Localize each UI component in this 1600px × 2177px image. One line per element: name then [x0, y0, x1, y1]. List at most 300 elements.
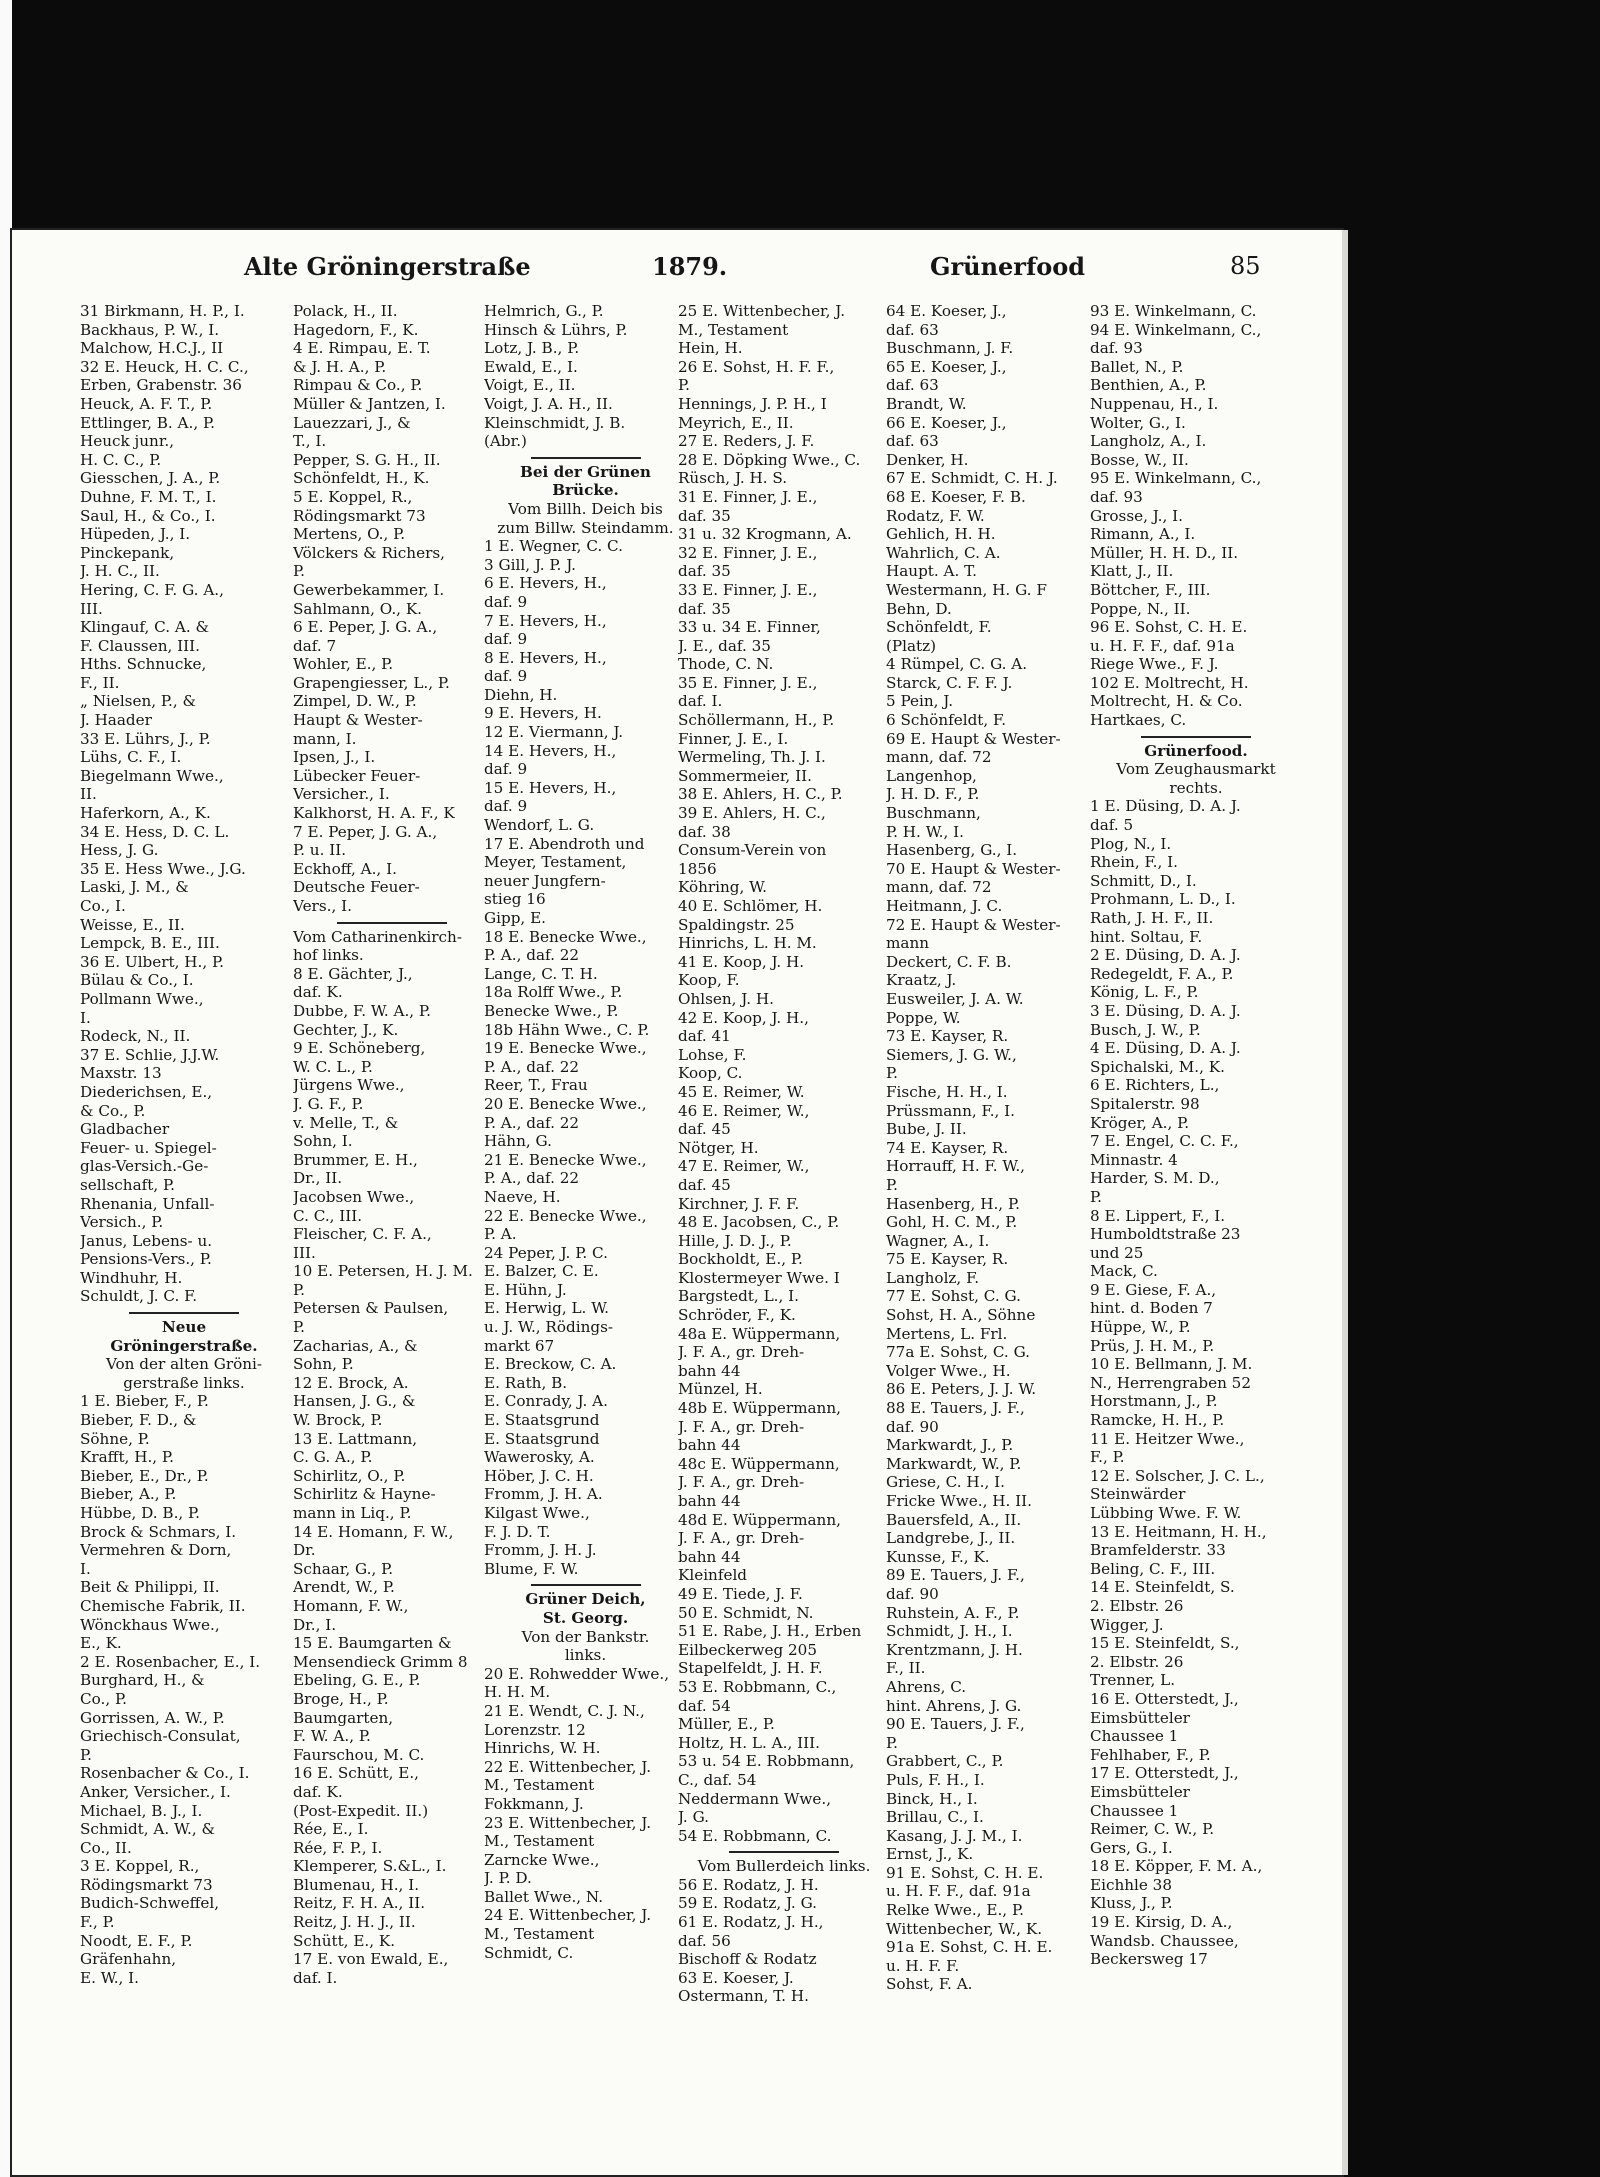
directory-entry: Höber, J. C. H.	[484, 1466, 594, 1485]
directory-entry: Sommermeier, II.	[678, 766, 812, 785]
directory-entry: Rée, F. P., I.	[293, 1838, 383, 1857]
directory-entry: P. A., daf. 22	[484, 1113, 580, 1132]
directory-entry: 4 Rümpel, C. G. A.	[886, 655, 1028, 674]
directory-entry: P.	[678, 376, 690, 395]
directory-entry: Naeve, H.	[484, 1187, 561, 1206]
directory-entry: H. H. M.	[484, 1683, 551, 1702]
directory-entry: Heuck junr.,	[80, 432, 175, 451]
directory-entry: Bargstedt, L., I.	[678, 1287, 799, 1306]
directory-entry: Zimpel, D. W., P.	[293, 692, 417, 711]
directory-entry: Benecke Wwe., P.	[484, 1001, 619, 1020]
directory-entry: Schöllermann, H., P.	[678, 711, 835, 730]
directory-entry: C., daf. 54	[678, 1770, 757, 1789]
directory-entry: 8 E. Gächter, J.,	[293, 964, 413, 983]
directory-entry: Harder, S. M. D.,	[1090, 1169, 1220, 1188]
directory-entry: 9 E. Giese, F. A.,	[1090, 1280, 1217, 1299]
directory-entry: 73 E. Kayser, R.	[886, 1027, 1009, 1046]
directory-entry: J. F. A., gr. Dreh-	[678, 1473, 805, 1492]
directory-entry: J. P. D.	[484, 1869, 532, 1888]
directory-entry: Markwardt, J., P.	[886, 1436, 1014, 1455]
directory-entry: 89 E. Tauers, J. F.,	[886, 1566, 1025, 1585]
directory-entry: H. C. C., P.	[80, 450, 162, 469]
directory-entry: Schaar, G., P.	[293, 1559, 394, 1578]
directory-entry: 6 E. Richters, L.,	[1090, 1076, 1220, 1095]
directory-entry: 77 E. Sohst, C. G.	[886, 1287, 1021, 1306]
directory-entry: 69 E. Haupt & Wester-	[886, 729, 1061, 748]
directory-entry: daf. 5	[1090, 816, 1134, 835]
directory-entry: Ebeling, G. E., P.	[293, 1671, 421, 1690]
directory-entry: Co., II.	[80, 1838, 132, 1857]
directory-entry: Hering, C. F. G. A.,	[80, 580, 224, 599]
directory-entry: 93 E. Winkelmann, C.	[1090, 302, 1257, 320]
directory-entry: Fromm, J. H. J.	[484, 1541, 597, 1560]
directory-entry: Ostermann, T. H.	[678, 1987, 809, 2006]
directory-entry: Hüppe, W., P.	[1090, 1318, 1191, 1337]
directory-entry: Buschmann,	[886, 804, 981, 823]
directory-entry: Wigger, J.	[1090, 1615, 1164, 1634]
directory-entry: Sohn, P.	[293, 1355, 354, 1374]
directory-entry: P.	[886, 1064, 898, 1083]
directory-entry: Ohlsen, J. H.	[678, 989, 774, 1008]
directory-entry: v. Melle, T., &	[293, 1113, 399, 1132]
directory-entry: III.	[293, 1243, 316, 1262]
directory-entry: hint. d. Boden 7	[1090, 1299, 1213, 1318]
directory-entry: Chemische Fabrik, II.	[80, 1596, 246, 1615]
directory-entry: Puls, F. H., I.	[886, 1770, 985, 1789]
directory-entry: (Platz)	[886, 636, 937, 655]
column-1	[80, 302, 288, 1987]
directory-entry: daf. 38	[678, 822, 731, 841]
directory-entry: Plog, N., I.	[1090, 834, 1172, 853]
directory-entry: Co., I.	[80, 897, 126, 915]
directory-entry: 90 E. Tauers, J. F.,	[886, 1715, 1025, 1734]
directory-entry: Gehlich, H. H.	[886, 525, 996, 544]
directory-entry: Beckersweg 17	[1090, 1950, 1208, 1969]
directory-entry: Hinrichs, L. H. M.	[678, 934, 817, 953]
directory-entry: E. W., I.	[80, 1968, 140, 1987]
directory-entry: stieg 16	[484, 890, 546, 909]
directory-entry: Burghard, H., &	[80, 1671, 205, 1690]
adjacent-page-edge	[0, 0, 12, 2177]
directory-entry: 31 u. 32 Krogmann, A.	[678, 525, 852, 544]
directory-entry: 14 E. Steinfeldt, S.	[1090, 1578, 1235, 1597]
directory-entry: 7 E. Hevers, H.,	[484, 611, 607, 630]
directory-entry: Reitz, J. H. J., II.	[293, 1913, 416, 1932]
directory-entry: 66 E. Koeser, J.,	[886, 413, 1007, 432]
directory-entry: Dr., II.	[293, 1169, 343, 1188]
directory-entry: Vermehren & Dorn,	[80, 1541, 232, 1560]
directory-entry: Chaussee 1	[1090, 1727, 1179, 1746]
directory-entry: und 25	[1090, 1243, 1144, 1262]
directory-entry: Prüs, J. H. M., P.	[1090, 1336, 1215, 1355]
directory-entry: 31 Birkmann, H. P., I.	[80, 302, 245, 320]
directory-entry: Ernst, J., K.	[886, 1845, 974, 1864]
directory-entry: 3 Gill, J. P. J.	[484, 555, 576, 574]
directory-entry: 91a E. Sohst, C. H. E.	[886, 1938, 1053, 1957]
directory-entry: Nuppenau, H., I.	[1090, 394, 1219, 413]
directory-entry: Consum-Verein von	[678, 841, 827, 860]
directory-entry: Vom Catharinenkirch-	[293, 927, 462, 946]
directory-entry: Zarncke Wwe.,	[484, 1850, 600, 1869]
directory-entry: 95 E. Winkelmann, C.,	[1090, 469, 1262, 488]
directory-entry: Wermeling, Th. J. I.	[678, 748, 826, 767]
directory-entry: E. Rath, B.	[484, 1373, 568, 1392]
directory-entry: 15 E. Hevers, H.,	[484, 778, 617, 797]
directory-entry: Biegelmann Wwe.,	[80, 766, 224, 785]
directory-entry: 41 E. Koop, J. H.	[678, 952, 805, 971]
directory-entry: Eimsbütteler	[1090, 1708, 1190, 1727]
directory-entry: Wittenbecher, W., K.	[886, 1919, 1043, 1938]
directory-entry: F., II.	[80, 673, 120, 692]
directory-entry: Helmrich, G., P.	[484, 302, 604, 320]
directory-entry: König, L. F., P.	[1090, 983, 1199, 1002]
directory-entry: Rüsch, J. H. S.	[678, 469, 788, 488]
section-divider	[531, 457, 641, 459]
directory-entry: Anker, Versicher., I.	[80, 1782, 231, 1801]
section-direction: Von der Bankstr.	[521, 1627, 650, 1646]
directory-entry: Saul, H., & Co., I.	[80, 506, 216, 525]
directory-entry: T., I.	[293, 432, 327, 451]
directory-entry: Eichhle 38	[1090, 1875, 1173, 1894]
directory-entry: Schmidt, J. H., I.	[886, 1622, 1013, 1641]
directory-entry: 1 E. Wegner, C. C.	[484, 537, 623, 556]
directory-entry: J. G.	[678, 1808, 709, 1827]
directory-entry: Volger Wwe., H.	[886, 1361, 1011, 1380]
directory-entry: mann, I.	[293, 729, 357, 748]
directory-entry: Griechisch-Consulat,	[80, 1727, 241, 1746]
directory-entry: Münzel, H.	[678, 1380, 763, 1399]
directory-entry: F., II.	[886, 1659, 926, 1678]
directory-entry: 15 E. Baumgarten &	[293, 1634, 452, 1653]
directory-entry: Pollmann Wwe.,	[80, 989, 204, 1008]
section-direction: rechts.	[1169, 778, 1223, 797]
directory-entry: M., Testament	[678, 320, 789, 339]
directory-entry: Hille, J. D. J., P.	[678, 1231, 792, 1250]
directory-entry: 102 E. Moltrecht, H.	[1090, 673, 1249, 692]
directory-entry: Sahlmann, O., K.	[293, 599, 422, 618]
directory-entry: Klatt, J., II.	[1090, 562, 1174, 581]
directory-entry: Stapelfeldt, J. H. F.	[678, 1659, 823, 1678]
directory-entry: Eimsbütteler	[1090, 1782, 1190, 1801]
directory-entry: hint. Soltau, F.	[1090, 927, 1203, 946]
directory-entry: Lotz, J. B., P.	[484, 339, 580, 358]
directory-entry: daf. I.	[678, 692, 723, 711]
directory-entry: Kasang, J. J. M., I.	[886, 1826, 1023, 1845]
directory-entry: 3 E. Koppel, R.,	[80, 1857, 200, 1876]
directory-entry: Bülau & Co., I.	[80, 971, 194, 990]
directory-entry: Beit & Philippi, II.	[80, 1578, 220, 1597]
directory-entry: 22 E. Benecke Wwe.,	[484, 1206, 647, 1225]
directory-entry: Brock & Schmars, I.	[80, 1522, 237, 1541]
directory-entry: W. Brock, P.	[293, 1411, 383, 1430]
directory-entry: Wönckhaus Wwe.,	[80, 1615, 220, 1634]
directory-entry: 61 E. Rodatz, J. H.,	[678, 1913, 824, 1932]
directory-entry: Grosse, J., I.	[1090, 506, 1183, 525]
directory-entry: F., P.	[80, 1913, 115, 1932]
directory-entry: 42 E. Koop, J. H.,	[678, 1008, 809, 1027]
directory-entry: Spaldingstr. 25	[678, 915, 795, 934]
column-4	[678, 302, 890, 2006]
directory-entry: 32 E. Finner, J. E.,	[678, 543, 818, 562]
directory-entry: Böttcher, F., III.	[1090, 580, 1211, 599]
directory-entry: Co., P.	[80, 1689, 127, 1708]
directory-entry: Bauersfeld, A., II.	[886, 1510, 1022, 1529]
directory-entry: Bieber, A., P.	[80, 1485, 177, 1504]
directory-entry: Rimann, A., I.	[1090, 525, 1196, 544]
directory-entry: III.	[80, 599, 103, 618]
directory-entry: Versicher., I.	[293, 785, 390, 804]
directory-entry: 91 E. Sohst, C. H. E.	[886, 1863, 1044, 1882]
directory-entry: 96 E. Sohst, C. H. E.	[1090, 618, 1248, 637]
directory-entry: Homann, F. W.,	[293, 1596, 409, 1615]
directory-entry: Kluss, J., P.	[1090, 1894, 1173, 1913]
directory-entry: Erben, Grabenstr. 36	[80, 376, 242, 395]
directory-entry: J. Haader	[80, 711, 152, 730]
directory-entry: 8 E. Hevers, H.,	[484, 648, 607, 667]
directory-entry: J. H. C., II.	[80, 562, 160, 581]
directory-entry: P. A.	[484, 1225, 517, 1244]
directory-entry: Heitmann, J. C.	[886, 897, 1003, 915]
directory-entry: Köhring, W.	[678, 878, 767, 897]
directory-entry: Rodeck, N., II.	[80, 1027, 191, 1046]
directory-entry: daf. 35	[678, 506, 731, 525]
directory-entry: 34 E. Hess, D. C. L.	[80, 822, 230, 841]
section-direction: Von der alten Gröni-	[105, 1355, 263, 1374]
directory-entry: P. A., daf. 22	[484, 946, 580, 965]
directory-entry: Langholz, F.	[886, 1268, 980, 1287]
directory-entry: 19 E. Benecke Wwe.,	[484, 1039, 647, 1058]
directory-entry: daf. 90	[886, 1584, 939, 1603]
directory-entry: 94 E. Winkelmann, C.,	[1090, 320, 1262, 339]
directory-entry: Rée, E., I.	[293, 1820, 369, 1839]
directory-entry: P.	[293, 562, 305, 581]
directory-entry: F., P.	[1090, 1448, 1125, 1467]
directory-entry: Schönfeldt, F.	[886, 618, 992, 637]
directory-entry: Meyer, Testament,	[484, 853, 627, 872]
directory-entry: 33 E. Finner, J. E.,	[678, 580, 818, 599]
directory-entry: Hasenberg, G., I.	[886, 841, 1018, 860]
header-right-street: Grünerfood	[930, 252, 1086, 281]
directory-entry: Chaussee 1	[1090, 1801, 1179, 1820]
directory-entry: 2 E. Rosenbacher, E., I.	[80, 1652, 261, 1671]
directory-entry: daf. 45	[678, 1120, 731, 1139]
directory-entry: Klemperer, S.&L., I.	[293, 1857, 447, 1876]
directory-entry: Völckers & Richers,	[293, 543, 445, 562]
directory-entry: Kirchner, J. F. F.	[678, 1194, 800, 1213]
directory-entry: II.	[80, 785, 97, 804]
directory-entry: Behn, D.	[886, 599, 952, 618]
directory-page	[12, 230, 1342, 2175]
directory-entry: Prohmann, L. D., I.	[1090, 890, 1236, 909]
directory-entry: Schütt, E., K.	[293, 1931, 396, 1950]
directory-entry: Kalkhorst, H. A. F., K	[293, 804, 455, 823]
section-heading: Neue	[161, 1318, 207, 1337]
directory-entry: Mertens, L. Frl.	[886, 1324, 1008, 1343]
directory-entry: daf. 54	[678, 1696, 731, 1715]
directory-entry: hint. Ahrens, J. G.	[886, 1696, 1022, 1715]
directory-entry: 13 E. Heitmann, H. H.,	[1090, 1522, 1267, 1541]
directory-entry: F. J. D. T.	[484, 1522, 551, 1541]
directory-entry: Deckert, C. F. B.	[886, 952, 1012, 971]
directory-entry: 6 Schönfeldt, F.	[886, 711, 1007, 730]
directory-entry: Westermann, H. G. F	[886, 580, 1047, 599]
section-divider	[729, 1851, 839, 1853]
directory-entry: E. Breckow, C. A.	[484, 1355, 617, 1374]
directory-entry: Trenner, L.	[1090, 1671, 1176, 1690]
directory-entry: I.	[80, 1008, 91, 1027]
directory-entry: Humboldtstraße 23	[1090, 1225, 1241, 1244]
directory-entry: u. H. F. F., daf. 91a	[886, 1882, 1031, 1901]
directory-entry: 31 E. Finner, J. E.,	[678, 487, 818, 506]
directory-entry: Bramfelderstr. 33	[1090, 1541, 1226, 1560]
directory-entry: Budich-Schweffel,	[80, 1894, 220, 1913]
section-divider	[337, 922, 447, 924]
directory-entry: Rödingsmarkt 73	[80, 1875, 213, 1894]
directory-entry: 23 E. Wittenbecher, J.	[484, 1813, 652, 1832]
directory-entry: P.	[80, 1745, 92, 1764]
directory-entry: 4 E. Rimpau, E. T.	[293, 339, 431, 358]
directory-entry: 49 E. Tiede, J. F.	[678, 1584, 803, 1603]
directory-entry: Schönfeldt, H., K.	[293, 469, 430, 488]
directory-entry: Spitalerstr. 98	[1090, 1094, 1200, 1113]
directory-entry: daf. 63	[886, 320, 939, 339]
directory-entry: 37 E. Schlie, J.J.W.	[80, 1045, 220, 1064]
directory-entry: Gers, G., I.	[1090, 1838, 1173, 1857]
running-header	[12, 252, 1342, 292]
directory-entry: P.	[886, 1175, 898, 1194]
directory-entry: Ahrens, C.	[886, 1677, 967, 1696]
directory-entry: J. F. A., gr. Dreh-	[678, 1529, 805, 1548]
directory-entry: Schuldt, J. C. F.	[80, 1287, 198, 1306]
directory-entry: M., Testament	[484, 1925, 595, 1944]
directory-entry: Hths. Schnucke,	[80, 655, 207, 674]
directory-entry: Hüpeden, J., I.	[80, 525, 191, 544]
directory-entry: 11 E. Heitzer Wwe.,	[1090, 1429, 1245, 1448]
directory-entry: Weisse, E., II.	[80, 915, 185, 934]
directory-entry: 67 E. Schmidt, C. H. J.	[886, 469, 1058, 488]
directory-entry: E., K.	[80, 1634, 122, 1653]
directory-entry: 22 E. Wittenbecher, J.	[484, 1757, 652, 1776]
directory-entry: 1856	[678, 859, 717, 878]
directory-entry: Baumgarten,	[293, 1708, 394, 1727]
directory-entry: Klingauf, C. A. &	[80, 618, 210, 637]
directory-entry: Buschmann, J. F.	[886, 339, 1014, 358]
directory-entry: 68 E. Koeser, F. B.	[886, 487, 1026, 506]
directory-entry: Backhaus, P. W., I.	[80, 320, 220, 339]
directory-entry: Bieber, E., Dr., P.	[80, 1466, 209, 1485]
directory-entry: F. Claussen, III.	[80, 636, 200, 655]
directory-entry: Rimpau & Co., P.	[293, 376, 423, 395]
directory-entry: & J. H. A., P.	[293, 357, 387, 376]
directory-entry: Müller & Jantzen, I.	[293, 394, 446, 413]
page-stack-edge	[1342, 230, 1348, 2175]
section-direction: Vom Billh. Deich bis	[508, 499, 663, 518]
directory-entry: Hennings, J. P. H., I	[678, 394, 827, 413]
directory-entry: P. u. II.	[293, 841, 347, 860]
directory-entry: Grabbert, C., P.	[886, 1752, 1004, 1771]
directory-entry: daf. 90	[886, 1417, 939, 1436]
directory-entry: Müller, H. H. D., II.	[1090, 543, 1239, 562]
directory-entry: Mertens, O., P.	[293, 525, 406, 544]
section-direction: Vom Zeughausmarkt	[1116, 760, 1276, 779]
directory-entry: Markwardt, W., P.	[886, 1454, 1022, 1473]
directory-entry: Reimer, C. W., P.	[1090, 1820, 1215, 1839]
directory-entry: Bockholdt, E., P.	[678, 1250, 803, 1269]
directory-entry: Kunsse, F., K.	[886, 1547, 990, 1566]
directory-entry: Hartkaes, C.	[1090, 711, 1187, 730]
directory-entry: 35 E. Finner, J. E.,	[678, 673, 818, 692]
directory-entry: Janus, Lebens- u.	[80, 1231, 213, 1250]
directory-entry: Kilgast Wwe.,	[484, 1504, 590, 1522]
directory-entry: Deutsche Feuer-	[293, 878, 420, 897]
directory-entry: Dr., I.	[293, 1615, 337, 1634]
directory-entry: Langenhop,	[886, 766, 977, 785]
directory-entry: Krafft, H., P.	[80, 1448, 174, 1467]
directory-entry: Kröger, A., P.	[1090, 1113, 1190, 1132]
directory-entry: 16 E. Schütt, E.,	[293, 1764, 419, 1783]
directory-entry: 24 E. Wittenbecher, J.	[484, 1906, 652, 1925]
section-heading: Gröningerstraße.	[110, 1336, 258, 1355]
directory-entry: 6 E. Peper, J. G. A.,	[293, 618, 438, 637]
directory-entry: 32 E. Heuck, H. C. C.,	[80, 357, 249, 376]
directory-entry: 39 E. Ahlers, H. C.,	[678, 804, 826, 823]
directory-entry: P.	[1090, 1187, 1102, 1206]
header-left-street: Alte Gröningerstraße	[244, 252, 531, 281]
directory-entry: J. F. A., gr. Dreh-	[678, 1343, 805, 1362]
directory-entry: 36 E. Ulbert, H., P.	[80, 952, 224, 971]
directory-entry: Hübbe, D. B., P.	[80, 1504, 201, 1522]
directory-entry: Brandt, W.	[886, 394, 967, 413]
directory-entry: Horstmann, J., P.	[1090, 1392, 1218, 1411]
directory-entry: Lange, C. T. H.	[484, 964, 598, 983]
directory-entry: bahn 44	[678, 1361, 741, 1380]
directory-entry: Nötger, H.	[678, 1138, 759, 1157]
directory-entry: Petersen & Paulsen,	[293, 1299, 449, 1318]
directory-entry: P. H. W., I.	[886, 822, 964, 841]
directory-entry: Gladbacher	[80, 1120, 170, 1139]
directory-entry: P.	[293, 1280, 305, 1299]
directory-entry: Fische, H. H., I.	[886, 1082, 1008, 1101]
directory-entry: Windhuhr, H.	[80, 1268, 183, 1287]
directory-entry: Blume, F. W.	[484, 1559, 579, 1578]
directory-entry: Schmitt, D., I.	[1090, 871, 1197, 890]
directory-entry: F. W. A., P.	[293, 1727, 371, 1746]
directory-entry: 3 E. Düsing, D. A. J.	[1090, 1001, 1241, 1020]
directory-entry: 74 E. Kayser, R.	[886, 1138, 1009, 1157]
directory-entry: u. J. W., Rödings-	[484, 1318, 614, 1337]
directory-entry: Sohn, I.	[293, 1132, 353, 1151]
directory-entry: Schröder, F., K.	[678, 1306, 796, 1325]
directory-entry: Prüssmann, F., I.	[886, 1101, 1016, 1120]
directory-entry: Maxstr. 13	[80, 1064, 162, 1083]
directory-entry: daf. 63	[886, 432, 939, 451]
directory-entry: 26 E. Sohst, H. F. F.,	[678, 357, 835, 376]
directory-entry: Beling, C. F., III.	[1090, 1559, 1216, 1578]
directory-entry: J. G. F., P.	[293, 1094, 364, 1113]
directory-entry: Poppe, N., II.	[1090, 599, 1191, 618]
directory-entry: Lauezzari, J., &	[293, 413, 411, 432]
directory-entry: daf. K.	[293, 1782, 343, 1801]
directory-entry: u. H. F. F., daf. 91a	[1090, 636, 1235, 655]
directory-entry: 45 E. Reimer, W.	[678, 1082, 805, 1101]
section-heading: St. Georg.	[542, 1608, 629, 1627]
directory-entry: daf. 93	[1090, 339, 1143, 358]
directory-entry: Lempck, B. E., III.	[80, 934, 220, 953]
directory-entry: 16 E. Otterstedt, J.,	[1090, 1689, 1239, 1708]
directory-entry: Pinckepank,	[80, 543, 175, 562]
directory-entry: Griese, C. H., I.	[886, 1473, 1005, 1492]
directory-entry: Sohst, H. A., Söhne	[886, 1306, 1036, 1325]
